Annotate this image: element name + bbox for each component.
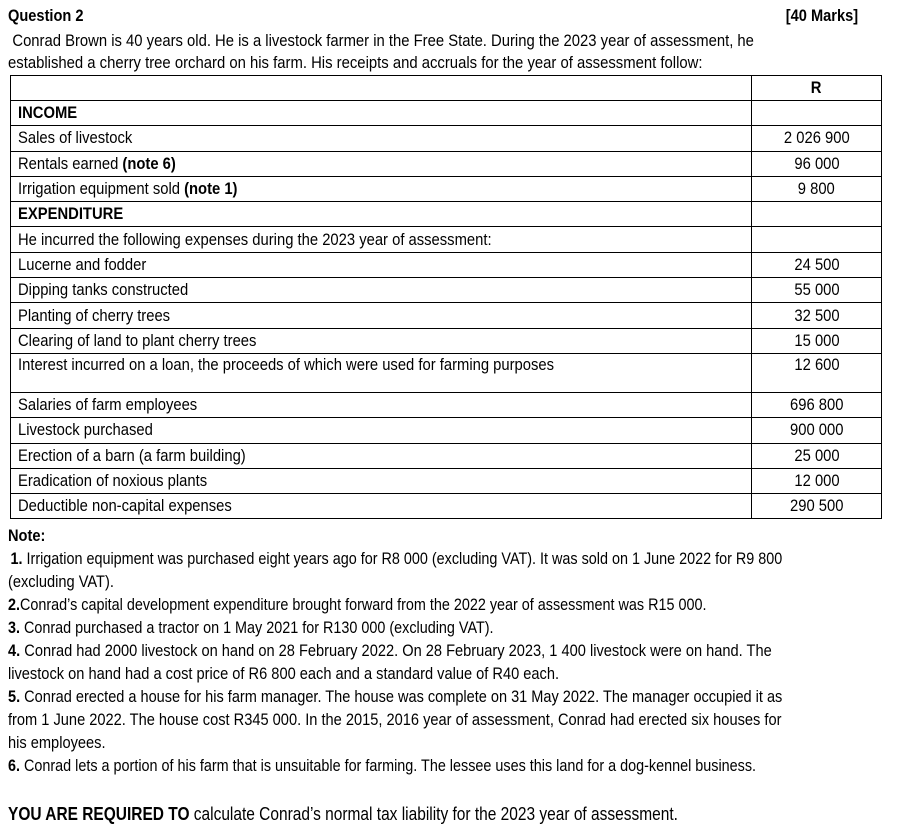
income-amount-irrigation: 9 800 (752, 176, 882, 201)
table-row (11, 151, 882, 176)
expense-label: Clearing of land to plant cherry trees (11, 328, 752, 353)
expense-amount: 696 800 (752, 392, 882, 417)
expense-amount: 15 000 (752, 328, 882, 353)
expense-amount: 55 000 (752, 278, 882, 303)
expenditure-heading-row (11, 202, 882, 227)
table-header-description (11, 76, 752, 101)
expense-amount: 12 600 (752, 353, 882, 392)
income-amount-rentals: 96 000 (752, 151, 882, 176)
expense-label: Eradication of noxious plants (11, 468, 752, 493)
table-row (11, 126, 882, 151)
income-label-rentals: Rentals earned (note 6) (11, 151, 752, 176)
note-5-cont-2: his employees. (8, 733, 106, 752)
table-header-row (11, 76, 882, 101)
receipts-accruals-table (10, 75, 882, 519)
expense-label: Planting of cherry trees (11, 303, 752, 328)
table-row (11, 303, 882, 328)
income-heading: INCOME (11, 101, 752, 126)
note-5-cont: from 1 June 2022. The house cost R345 000. In the 2015, 2016 year of assessment, Conrad had erected six houses for (8, 710, 782, 729)
table-row (11, 392, 882, 417)
expense-label: Deductible non-capital expenses (11, 494, 752, 519)
expenditure-intro-row (11, 227, 882, 252)
table-row (11, 468, 882, 493)
question-header (8, 6, 858, 26)
table-header-currency: R (752, 76, 882, 101)
expense-label: Erection of a barn (a farm building) (11, 443, 752, 468)
table-row (11, 328, 882, 353)
table-row (11, 494, 882, 519)
note-5: 5. Conrad erected a house for his farm manager. The house was complete on 31 May 2022. The manager occupied it as (8, 687, 783, 706)
expenditure-heading: EXPENDITURE (11, 202, 752, 227)
expense-label: Lucerne and fodder (11, 252, 752, 277)
expense-amount: 290 500 (752, 494, 882, 519)
expense-label: Livestock purchased (11, 418, 752, 443)
question-intro (8, 30, 908, 74)
income-amount-sales-livestock: 2 026 900 (752, 126, 882, 151)
income-heading-row (11, 101, 882, 126)
note-2: 2.Conrad’s capital development expenditure brought forward from the 2022 year of assessment was R15 000. (8, 595, 707, 614)
note-reference: (note 1) (184, 179, 238, 199)
note-4-cont: livestock on hand had a cost price of R6 800 each and a standard value of R40 each. (8, 664, 560, 683)
table-row (11, 252, 882, 277)
table-row (11, 176, 882, 201)
notes-heading: Note: (8, 526, 46, 545)
expense-amount: 25 000 (752, 443, 882, 468)
expenditure-intro: He incurred the following expenses during the 2023 year of assessment: (11, 227, 752, 252)
question-marks: [40 Marks] (785, 6, 858, 25)
expense-amount: 12 000 (752, 468, 882, 493)
notes-section (8, 524, 910, 777)
intro-line-1: Conrad Brown is 40 years old. He is a livestock farmer in the Free State. During the 2023 year of assessment, he (12, 31, 754, 50)
note-1-cont: (excluding VAT). (8, 572, 114, 591)
expense-label: Salaries of farm employees (11, 392, 752, 417)
note-reference: (note 6) (122, 153, 176, 173)
income-label-irrigation: Irrigation equipment sold (note 1) (11, 176, 752, 201)
note-4: 4. Conrad had 2000 livestock on hand on 28 February 2022. On 28 February 2023, 1 400 livestock were on hand. The (8, 641, 772, 660)
note-6: 6. Conrad lets a portion of his farm that is unsuitable for farming. The lessee uses this land for a dog-kennel business. (8, 756, 757, 775)
expense-label: Interest incurred on a loan, the proceeds of which were used for farming purposes (11, 353, 752, 392)
required-instruction: YOU ARE REQUIRED TO calculate Conrad’s normal tax liability for the 2023 year of assessment. (8, 804, 678, 824)
expense-label: Dipping tanks constructed (11, 278, 752, 303)
expense-amount: 900 000 (752, 418, 882, 443)
note-1: 1. Irrigation equipment was purchased eight years ago for R8 000 (excluding VAT). It was sold on 1 June 2022 for R9 800 (10, 549, 783, 568)
note-3: 3. Conrad purchased a tractor on 1 May 2021 for R130 000 (excluding VAT). (8, 618, 494, 637)
table-row (11, 353, 882, 392)
expense-amount: 32 500 (752, 303, 882, 328)
question-title: Question 2 (8, 6, 84, 25)
income-label-sales-livestock: Sales of livestock (11, 126, 752, 151)
table-row (11, 418, 882, 443)
table-row (11, 443, 882, 468)
intro-line-2: established a cherry tree orchard on his farm. His receipts and accruals for the year of assessment follow: (8, 53, 703, 72)
expense-amount: 24 500 (752, 252, 882, 277)
table-row (11, 278, 882, 303)
